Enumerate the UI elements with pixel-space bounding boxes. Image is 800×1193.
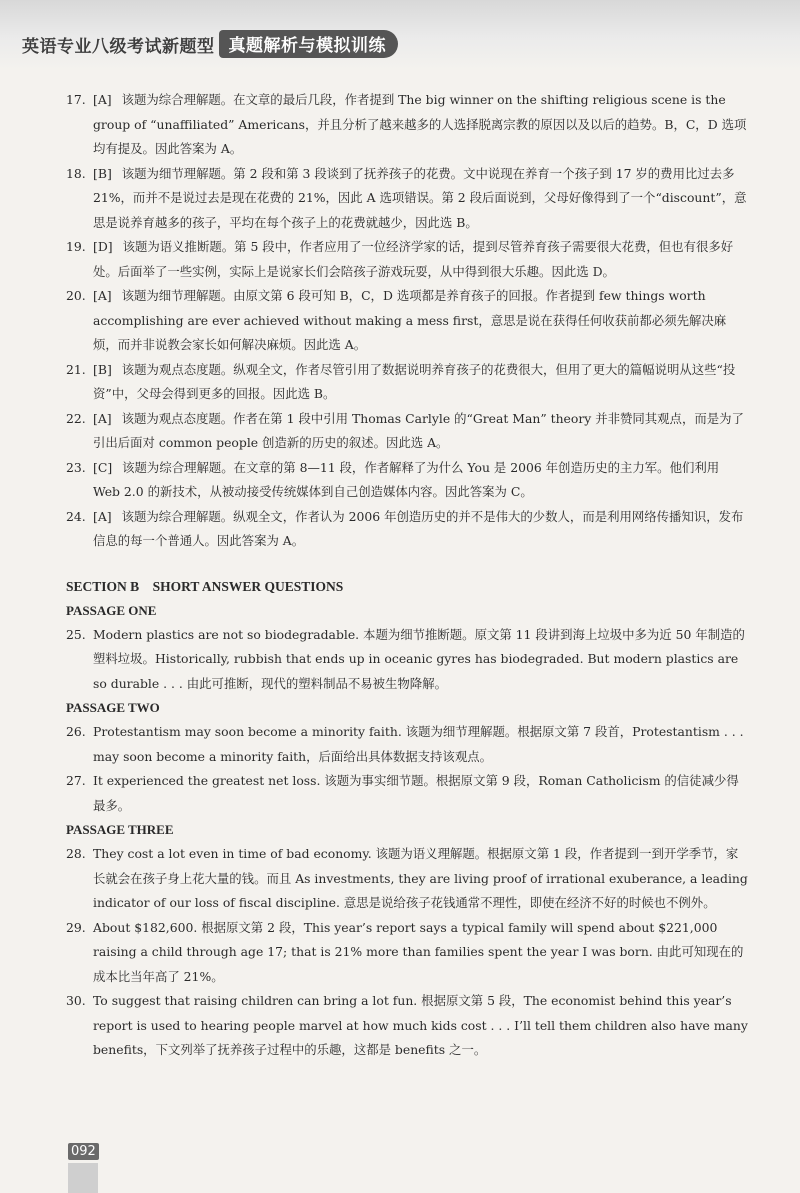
- item-answer-text: It experienced the greatest net loss. 该题为事实细节题。根据原文第 9 段，Roman Catholicism 的信徒减少得最多。: [93, 773, 739, 813]
- item-answer: [D]: [93, 239, 113, 254]
- page-content: [66, 88, 750, 1063]
- item-number: 17.: [66, 92, 86, 107]
- item-number: 25.: [66, 626, 86, 642]
- short-answer-item: [66, 989, 750, 1063]
- item-number: 26.: [66, 724, 86, 739]
- item-number: 28.: [66, 846, 86, 861]
- short-answer-item: [66, 842, 750, 916]
- item-answer: [A]: [93, 288, 112, 303]
- short-answer-item: [66, 916, 750, 990]
- passage-title: PASSAGE THREE: [66, 822, 174, 837]
- answer-item: [66, 407, 750, 456]
- book-title-main: 英语专业八级考试新题型: [22, 36, 215, 57]
- book-title: [22, 30, 398, 58]
- answer-item: [66, 358, 750, 407]
- answer-item: [66, 456, 750, 505]
- answer-item: [66, 162, 750, 236]
- item-answer: [A]: [93, 508, 112, 524]
- item-number: 19.: [66, 239, 86, 254]
- passage-title: PASSAGE TWO: [66, 700, 160, 715]
- item-answer: [A]: [93, 410, 112, 426]
- item-answer: [A]: [93, 92, 112, 107]
- item-number: 21.: [66, 361, 86, 377]
- item-number: 24.: [66, 508, 86, 524]
- item-answer: [B]: [93, 165, 112, 181]
- page-header: [0, 0, 800, 70]
- item-explanation: 该题为综合理解题。在文章的最后几段，作者提到 The big winner on the shifting religious scene is the group of “unaffiliated” Americans，并且分析了越来越多的人选择脱离宗教的原因以及以后的趋势。B，C，D 选项均有提及。因此答案为 A。: [93, 92, 747, 156]
- passage-title: PASSAGE ONE: [66, 602, 157, 618]
- item-explanation: 该题为细节理解题。第 2 段和第 3 段谈到了抚养孩子的花费。文中说现在养育一个孩子到 17 岁的费用比过去多 21%，而并不是说过去是现在花费的 21%，因此 A 选项错误。第 2 段后面说到，父母好像得到了一个“discount”，意思是说养育越多的孩子，平均在每个孩子上的花费就越少，因此选 B。: [93, 165, 747, 230]
- item-answer-text: Protestantism may soon become a minority faith. 该题为细节理解题。根据原文第 7 段首，Protestantism . . . may soon become a minority faith，后面给出具体数据支持该观点。: [93, 724, 744, 764]
- short-answer-item: [66, 720, 750, 769]
- answer-item: [66, 505, 750, 554]
- item-number: 30.: [66, 993, 86, 1008]
- page-number: 092: [68, 1143, 99, 1160]
- item-explanation: 该题为语义推断题。第 5 段中，作者应用了一位经济学家的话，提到尽管养育孩子需要很大花费，但也有很多好处。后面举了一些实例，实际上是说家长们会陪孩子游戏玩耍，从中得到很大乐趣。因此选 D。: [93, 239, 734, 279]
- page-edge-marker: [68, 1163, 98, 1193]
- short-answer-item: [66, 769, 750, 818]
- short-answer-item: [66, 623, 750, 697]
- item-answer-text: They cost a lot even in time of bad economy. 该题为语义理解题。根据原文第 1 段，作者提到一到开学季节，家长就会在孩子身上花大量的钱。而且 As investments, they are living proof of irrational exuberance, a leading indicator of our loss of fiscal discipline. 意思是说给孩子花钱通常不理性，即使在经济不好的时候也不例外。: [93, 846, 748, 910]
- item-answer-text: Modern plastics are not so biodegradable. 本题为细节推断题。原文第 11 段讲到海上垃圾中多为近 50 年制造的塑料垃圾。Historically, rubbish that ends up in oceanic gyres has biodegraded. But modern plastics are so durable . . . 由此可推断，现代的塑料制品不易被生物降解。: [93, 626, 745, 691]
- item-explanation: 该题为观点态度题。作者在第 1 段中引用 Thomas Carlyle 的“Great Man” theory 并非赞同其观点，而是为了引出后面对 common people 创造新的历史的叙述。因此选 A。: [93, 410, 744, 450]
- item-number: 18.: [66, 165, 86, 181]
- item-explanation: 该题为综合理解题。在文章的第 8—11 段，作者解释了为什么 You 是 2006 年创造历史的主力军。他们利用 Web 2.0 的新技术，从被动接受传统媒体到自己创造媒体内容。因此答案为 C。: [93, 459, 720, 499]
- item-answer: [C]: [93, 459, 113, 475]
- item-number: 22.: [66, 410, 86, 426]
- answer-item: [66, 235, 750, 284]
- answer-item: [66, 284, 750, 358]
- item-answer-text: About $182,600. 根据原文第 2 段，This year’s report says a typical family will spend about $221,000 raising a child through age 17; that is 21% more than families spent the year I was born. 由此可知现在的成本比当年高了 21%。: [93, 919, 744, 984]
- item-number: 20.: [66, 288, 86, 303]
- item-answer-text: To suggest that raising children can bring a lot fun. 根据原文第 5 段，The economist behind this year’s report is used to hearing people marvel at how much kids cost . . . I’ll tell them children also have many benefits，下文列举了抚养孩子过程中的乐趣，这都是 benefits 之一。: [93, 993, 748, 1057]
- section-title: SECTION B SHORT ANSWER QUESTIONS: [66, 578, 344, 594]
- item-number: 27.: [66, 773, 86, 788]
- book-title-sub: 真题解析与模拟训练: [219, 30, 399, 58]
- item-number: 23.: [66, 459, 86, 475]
- item-explanation: 该题为细节理解题。由原文第 6 段可知 B，C，D 选项都是养育孩子的回报。作者提到 few things worth accomplishing are ever achieved without making a mess first，意思是说在获得任何收获前都必须先解决麻烦，而并非说教会家长如何解决麻烦。因此选 A。: [93, 288, 727, 352]
- answer-item: [66, 88, 750, 162]
- item-number: 29.: [66, 919, 86, 935]
- item-explanation: 该题为观点态度题。纵观全文，作者尽管引用了数据说明养育孩子的花费很大，但用了更大的篇幅说明从这些“投资”中，父母会得到更多的回报。因此选 B。: [93, 361, 736, 401]
- item-explanation: 该题为综合理解题。纵观全文，作者认为 2006 年创造历史的并不是伟大的少数人，而是利用网络传播知识，发布信息的每一个普通人。因此答案为 A。: [93, 508, 744, 548]
- item-answer: [B]: [93, 361, 112, 377]
